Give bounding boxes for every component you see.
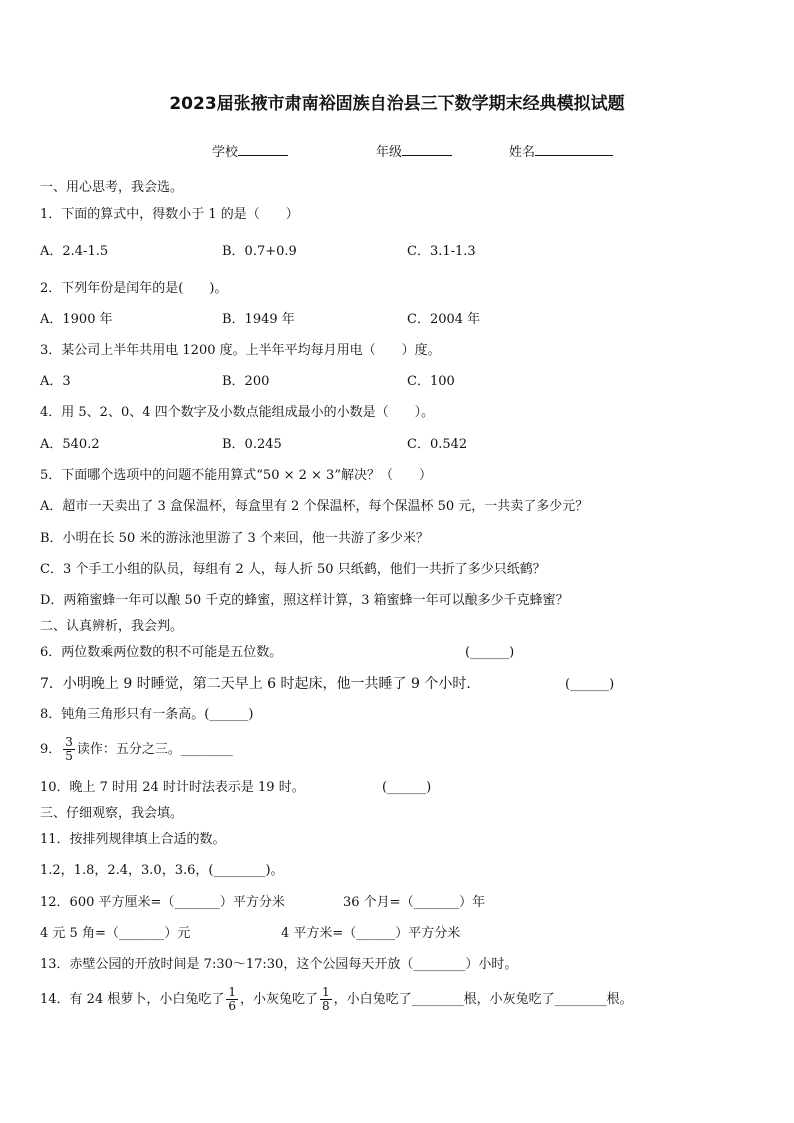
question-1: 1．下面的算式中，得数小于 1 的是（ ） bbox=[40, 207, 299, 222]
q3-option-c: C．100 bbox=[407, 374, 455, 389]
question-7: 7．小明晚上 9 时睡觉，第二天早上 6 时起床，他一共睡了 9 个小时． bbox=[40, 676, 481, 692]
school-blank[interactable] bbox=[238, 143, 288, 156]
q5-option-c: C．3 个手工小组的队员，每组有 2 人，每人折 50 只纸鹤，他们一共折了多少只纸鹤？ bbox=[40, 562, 546, 577]
q7-answer-paren[interactable]: (______) bbox=[565, 677, 615, 692]
question-11: 11．按排列规律填上合适的数。 bbox=[40, 832, 226, 847]
q14-part-2: ，小灰兔吃了 bbox=[240, 992, 319, 1007]
school-field bbox=[212, 141, 288, 160]
question-3: 3．某公司上半年共用电 1200 度。上半年平均每月用电（ ）度。 bbox=[40, 343, 441, 358]
fraction-one-eighth bbox=[320, 986, 332, 1013]
q9-text: 读作：五分之三。________ bbox=[76, 742, 233, 757]
question-2: 2．下列年份是闰年的是( )。 bbox=[40, 281, 228, 296]
section-2-heading: 二、认真辨析，我会判。 bbox=[40, 619, 184, 634]
q6-answer-paren[interactable]: (______) bbox=[465, 645, 515, 660]
school-label: 学校 bbox=[212, 145, 239, 160]
question-12-a: 12．600 平方厘米=（_______）平方分米 bbox=[40, 895, 285, 910]
q11-sequence: 1.2，1.8，2.4，3.0，3.6，(________)。 bbox=[40, 863, 284, 878]
q1-option-a: A．2.4-1.5 bbox=[40, 244, 109, 259]
q14-frac2-denominator: 8 bbox=[322, 999, 330, 1013]
q9-denominator: 5 bbox=[65, 749, 73, 763]
name-blank[interactable] bbox=[535, 143, 613, 156]
q14-part-3: ，小白兔吃了________根，小灰兔吃了________根。 bbox=[333, 992, 633, 1007]
q1-option-b: B．0.7+0.9 bbox=[222, 244, 297, 259]
question-6: 6．两位数乘两位数的积不可能是五位数。 bbox=[40, 645, 283, 660]
fraction-three-fifths bbox=[63, 736, 75, 763]
question-4: 4．用 5、2、0、4 四个数字及小数点能组成最小的小数是（ ）。 bbox=[40, 405, 435, 420]
page-title: 2023届张掖市肃南裕固族自治县三下数学期末经典模拟试题 bbox=[169, 94, 625, 114]
q14-frac1-denominator: 6 bbox=[228, 999, 236, 1013]
q1-option-c: C．3.1-1.3 bbox=[407, 244, 476, 259]
q3-option-b: B．200 bbox=[222, 374, 270, 389]
q5-option-a: A．超市一天卖出了 3 盒保温杯，每盒里有 2 个保温杯，每个保温杯 50 元，一共卖了多少元？ bbox=[40, 499, 589, 514]
q2-option-b: B．1949 年 bbox=[222, 312, 295, 327]
q5-option-b: B．小明在长 50 米的游泳池里游了 3 个来回，他一共游了多少米？ bbox=[40, 531, 429, 546]
q14-frac1-numerator: 1 bbox=[228, 985, 236, 999]
question-9 bbox=[40, 735, 233, 765]
q14-part-1: 14．有 24 根萝卜，小白兔吃了 bbox=[40, 992, 225, 1007]
q4-option-b: B．0.245 bbox=[222, 437, 282, 452]
question-14 bbox=[40, 985, 633, 1015]
q9-number: 9． bbox=[40, 742, 62, 757]
grade-field bbox=[376, 141, 452, 160]
grade-blank[interactable] bbox=[402, 143, 452, 156]
name-label: 姓名 bbox=[509, 145, 536, 160]
question-12-b: 36 个月=（_______）年 bbox=[343, 895, 486, 910]
q3-option-a: A．3 bbox=[40, 374, 71, 389]
question-13: 13．赤壁公园的开放时间是 7:30～17:30，这个公园每天开放（________）小时。 bbox=[40, 957, 518, 972]
q2-option-a: A．1900 年 bbox=[40, 312, 113, 327]
question-10: 10．晚上 7 时用 24 时计时法表示是 19 时。 bbox=[40, 780, 305, 795]
question-12-d: 4 平方米=（______）平方分米 bbox=[281, 926, 461, 941]
question-5: 5．下面哪个选项中的问题不能用算式“50 × 2 × 3”解决？（ ） bbox=[40, 468, 432, 483]
q5-option-d: D．两箱蜜蜂一年可以酿 50 千克的蜂蜜，照这样计算，3 箱蜜蜂一年可以酿多少千克蜂蜜？ bbox=[40, 593, 569, 608]
q9-numerator: 3 bbox=[65, 735, 73, 749]
name-field bbox=[509, 141, 613, 160]
q14-frac2-numerator: 1 bbox=[322, 985, 330, 999]
q2-option-c: C．2004 年 bbox=[407, 312, 481, 327]
section-1-heading: 一、用心思考，我会选。 bbox=[40, 180, 184, 195]
section-3-heading: 三、仔细观察，我会填。 bbox=[40, 806, 184, 821]
q10-answer-paren[interactable]: (______) bbox=[382, 780, 432, 795]
q4-option-a: A．540.2 bbox=[40, 437, 100, 452]
grade-label: 年级 bbox=[376, 145, 403, 160]
fraction-one-sixth bbox=[226, 986, 238, 1013]
question-8: 8．钝角三角形只有一条高。(______) bbox=[40, 707, 254, 722]
question-12-c: 4 元 5 角=（_______）元 bbox=[40, 926, 191, 941]
q4-option-c: C．0.542 bbox=[407, 437, 468, 452]
